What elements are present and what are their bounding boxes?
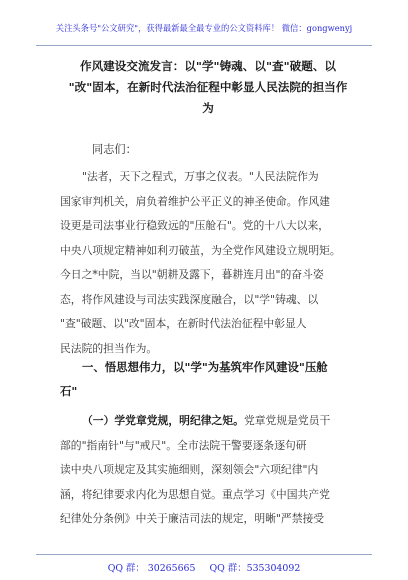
section-heading-1 bbox=[60, 355, 356, 403]
paragraph-line: 读中央八项规定及其实施细则，深刻领会"六项纪律"内 bbox=[60, 463, 319, 476]
header-banner: 关注头条号"公文研究"，获得最新最全最专业的公文资料库！ 微信：gongwenyj bbox=[55, 23, 353, 33]
intro-paragraph bbox=[60, 165, 352, 361]
title-line: "改"固本，在新时代法治征程中彰显人民法院的担当作 bbox=[68, 80, 348, 94]
paragraph-line: 今日之*中院，当以"朝耕及露下，暮耕连月出"的奋斗姿 bbox=[60, 268, 324, 281]
title-line: 作风建设交流发言：以"学"铸魂、以"查"破题、以 bbox=[79, 59, 337, 73]
paragraph-line: 态，将作风建设与司法实践深度融合，以"学"铸魂、以 bbox=[60, 292, 319, 306]
footer bbox=[0, 560, 408, 574]
paragraph-line bbox=[60, 409, 352, 434]
header-divider bbox=[36, 45, 372, 46]
paragraph-line: 涵，将纪律要求内化为思想自觉。重点学习《中国共产党 bbox=[60, 487, 330, 501]
footer-qq-group-1: QQ 群： 30265665 bbox=[107, 563, 196, 574]
paragraph-line: 设更是司法事业行稳致远的"压舱石"。党的十八大以来， bbox=[60, 219, 330, 232]
paragraph-line: 中央八项规定精神如利刃破茧，为全党作风建设立规明矩。 bbox=[60, 243, 341, 257]
subsection-lead: （一）学党章党规，明纪律之矩。 bbox=[82, 414, 244, 427]
document-title bbox=[52, 56, 364, 119]
subsection-paragraph-1 bbox=[60, 409, 352, 532]
heading-line: 石" bbox=[60, 384, 78, 398]
paragraph-line: "查"破题、以"改"固本，在新时代法治征程中彰显人 bbox=[60, 317, 307, 330]
heading-line: 一、悟思想伟力，以"学"为基筑牢作风建设"压舱 bbox=[82, 360, 328, 374]
footer-qq-group-2: QQ 群：535304092 bbox=[209, 563, 301, 574]
footer-divider bbox=[36, 554, 372, 555]
paragraph-line: 国家审判机关，肩负着维护公平正义的神圣使命。作风建 bbox=[60, 194, 330, 208]
paragraph-line: "法者，天下之程式，万事之仪表。"人民法院作为 bbox=[82, 170, 319, 183]
paragraph-line: 纪律处分条例》中关于廉洁司法的规定，明晰"严禁接受 bbox=[60, 512, 325, 525]
salutation: 同志们： bbox=[92, 143, 137, 156]
title-line: 为 bbox=[202, 101, 214, 115]
paragraph-line: 部的"指南针"与"戒尺"。全市法院干警要逐条逐句研 bbox=[60, 438, 307, 452]
paragraph-line: 民法院的担当作为。 bbox=[60, 341, 158, 355]
paragraph-text: 党章党规是党员干 bbox=[243, 414, 331, 427]
